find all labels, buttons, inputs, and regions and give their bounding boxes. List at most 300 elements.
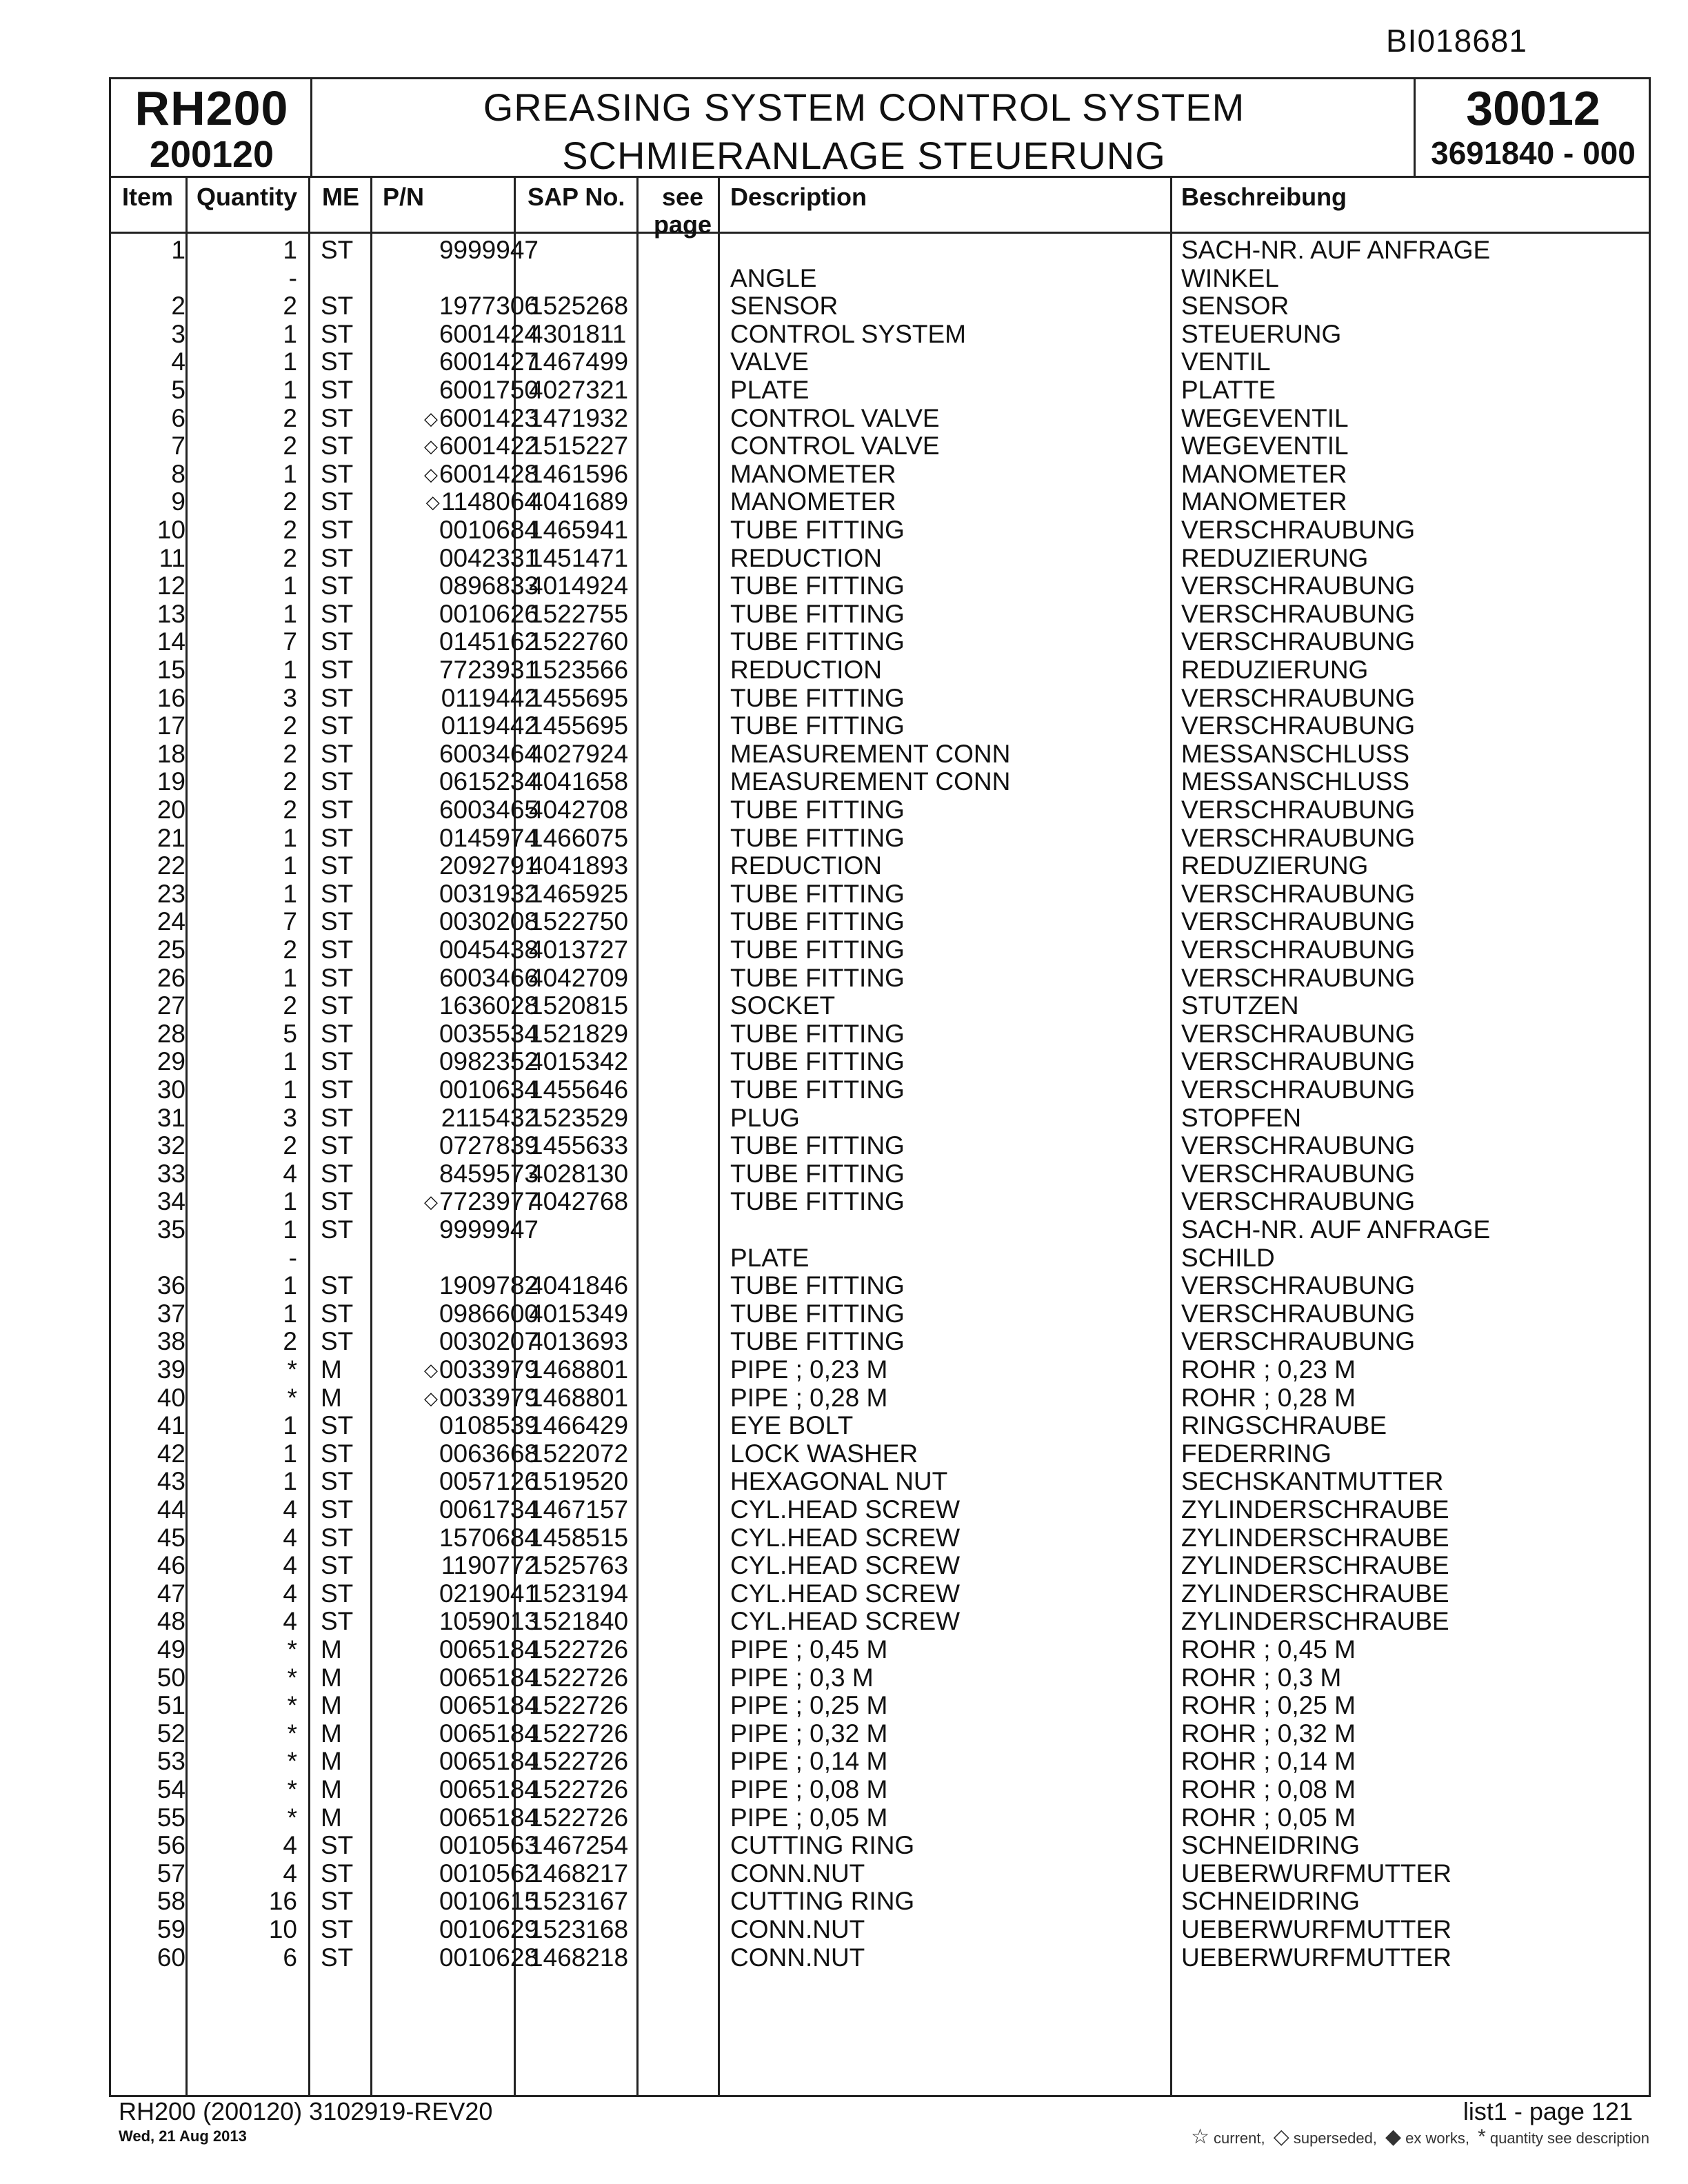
me-cell: ST <box>321 1047 354 1076</box>
item-cell: 33 <box>157 1159 185 1188</box>
table-row <box>111 852 1649 880</box>
table-row <box>111 488 1649 516</box>
sap-number-cell: 1455695 <box>529 683 629 712</box>
beschreibung-cell: ROHR ; 0,14 M <box>1181 1747 1356 1776</box>
part-number-cell: 6001750 <box>439 376 539 404</box>
table-row <box>111 1384 1649 1413</box>
beschreibung-cell: VERSCHRAUBUNG <box>1181 1271 1416 1300</box>
table-row <box>111 1048 1649 1076</box>
quantity-cell: 1 <box>283 347 297 376</box>
part-number-cell: 0119442 <box>441 711 539 740</box>
sap-number-cell: 1466075 <box>529 823 629 852</box>
description-cell: MANOMETER <box>730 459 896 488</box>
me-cell: ST <box>321 1215 354 1244</box>
beschreibung-cell: SCHILD <box>1181 1243 1275 1272</box>
part-number-cell: 0035534 <box>439 1019 539 1048</box>
sap-number-cell: 4028130 <box>529 1159 629 1188</box>
part-number-cell: 1059013 <box>439 1607 539 1636</box>
sap-number-cell: 1455633 <box>529 1131 629 1160</box>
description-cell: TUBE FITTING <box>730 907 905 936</box>
table-row <box>111 768 1649 796</box>
item-cell: 7 <box>171 432 185 461</box>
description-cell: TUBE FITTING <box>730 796 905 824</box>
description-cell: CONN.NUT <box>730 1915 865 1943</box>
quantity-cell: - <box>288 1243 297 1272</box>
me-cell: ST <box>321 1579 354 1608</box>
me-cell: ST <box>321 1915 354 1943</box>
part-number-cell: 0010628 <box>439 1943 539 1972</box>
item-cell: 1 <box>171 236 185 264</box>
footer-page-number: list1 - page 121 <box>1463 2097 1633 2125</box>
sap-number-cell: 1522726 <box>529 1635 629 1664</box>
serial-number: 200120 <box>149 134 274 175</box>
part-number-cell: 9999947 <box>439 236 539 264</box>
beschreibung-cell: ZYLINDERSCHRAUBE <box>1181 1551 1449 1580</box>
sap-number-cell: 1468801 <box>529 1383 629 1412</box>
sap-number-cell: 1522726 <box>529 1803 629 1832</box>
quantity-cell: 5 <box>283 1019 297 1048</box>
description-cell: TUBE FITTING <box>730 823 905 852</box>
me-cell: ST <box>321 376 354 404</box>
sap-number-cell: 1465941 <box>529 516 629 544</box>
me-cell: ST <box>321 683 354 712</box>
header-group-cell <box>1416 79 1651 176</box>
beschreibung-cell: VERSCHRAUBUNG <box>1181 907 1416 936</box>
description-cell: TUBE FITTING <box>730 683 905 712</box>
part-number-cell: 0145162 <box>439 627 539 656</box>
item-cell: 12 <box>157 572 185 600</box>
part-number-cell: 0010615 <box>439 1887 539 1916</box>
header-model-cell <box>111 79 312 176</box>
beschreibung-cell: STOPFEN <box>1181 1103 1302 1132</box>
part-number-cell: 0061734 <box>439 1495 539 1524</box>
quantity-cell: 2 <box>283 991 297 1020</box>
beschreibung-cell: VERSCHRAUBUNG <box>1181 936 1416 964</box>
table-row <box>111 880 1649 909</box>
table-row <box>111 1356 1649 1384</box>
me-cell: ST <box>321 1411 354 1440</box>
table-row <box>111 1888 1649 1916</box>
me-cell: ST <box>321 487 354 516</box>
part-number-cell <box>426 488 539 516</box>
quantity-cell: 2 <box>283 543 297 572</box>
beschreibung-cell: VERSCHRAUBUNG <box>1181 1327 1416 1356</box>
description-cell: REDUCTION <box>730 656 882 684</box>
me-cell: ST <box>321 1887 354 1916</box>
table-row <box>111 265 1649 293</box>
beschreibung-cell: ROHR ; 0,25 M <box>1181 1691 1356 1720</box>
table-row <box>111 1216 1649 1244</box>
item-cell: 18 <box>157 739 185 768</box>
part-number-cell: 2115432 <box>441 1103 539 1132</box>
superseded-diamond-icon: ◇ <box>423 1359 438 1380</box>
quantity-cell: 4 <box>283 1523 297 1552</box>
part-number-cell: 0010684 <box>439 516 539 544</box>
quantity-cell: 4 <box>283 1579 297 1608</box>
part-number-cell: 0010629 <box>439 1915 539 1943</box>
me-cell: ST <box>321 739 354 768</box>
item-cell: 13 <box>157 599 185 628</box>
me-cell: ST <box>321 292 354 321</box>
quantity-cell: 4 <box>283 1551 297 1580</box>
description-cell: TUBE FITTING <box>730 936 905 964</box>
me-cell: ST <box>321 936 354 964</box>
item-cell: 6 <box>171 403 185 432</box>
item-cell: 51 <box>157 1691 185 1720</box>
part-number-cell: 0031932 <box>439 879 539 908</box>
item-cell: 39 <box>157 1355 185 1384</box>
description-cell: TUBE FITTING <box>730 1159 905 1188</box>
me-cell: ST <box>321 711 354 740</box>
item-cell: 16 <box>157 683 185 712</box>
table-row <box>111 545 1649 573</box>
quantity-cell: 1 <box>283 656 297 684</box>
item-cell: 42 <box>157 1439 185 1468</box>
me-cell: M <box>321 1663 342 1692</box>
sap-number-cell: 1522726 <box>529 1691 629 1720</box>
item-cell: 19 <box>157 767 185 796</box>
me-cell: ST <box>321 599 354 628</box>
part-number-cell: 6003465 <box>439 796 539 824</box>
description-cell: TUBE FITTING <box>730 1019 905 1048</box>
description-cell: TUBE FITTING <box>730 1327 905 1356</box>
sap-number-cell: 1451471 <box>529 543 629 572</box>
me-cell: M <box>321 1691 342 1720</box>
sap-number-cell: 1523566 <box>529 656 629 684</box>
description-cell: CYL.HEAD SCREW <box>730 1523 961 1552</box>
item-cell: 28 <box>157 1019 185 1048</box>
me-cell: ST <box>321 403 354 432</box>
beschreibung-cell: SENSOR <box>1181 292 1289 321</box>
beschreibung-cell: VERSCHRAUBUNG <box>1181 1299 1416 1328</box>
table-row <box>111 1160 1649 1189</box>
asterisk-icon: * <box>1478 2125 1486 2148</box>
beschreibung-cell: SCHNEIDRING <box>1181 1831 1360 1860</box>
me-cell: ST <box>321 991 354 1020</box>
sap-number-cell: 4041658 <box>529 767 629 796</box>
part-number-cell: 0030208 <box>439 907 539 936</box>
description-cell: TUBE FITTING <box>730 1131 905 1160</box>
description-cell: CYL.HEAD SCREW <box>730 1551 961 1580</box>
description-cell: PIPE ; 0,08 M <box>730 1775 888 1803</box>
column-beschreibung: Beschreibung <box>1181 183 1347 211</box>
item-cell: 5 <box>171 376 185 404</box>
beschreibung-cell: SECHSKANTMUTTER <box>1181 1467 1444 1496</box>
beschreibung-cell: ROHR ; 0,23 M <box>1181 1355 1356 1384</box>
title-english: GREASING SYSTEM CONTROL SYSTEM <box>483 85 1245 129</box>
beschreibung-cell: REDUZIERUNG <box>1181 851 1369 880</box>
table-row <box>111 376 1649 405</box>
legend-quantity: quantity see description <box>1489 2130 1649 2147</box>
me-cell: ST <box>321 1607 354 1636</box>
quantity-cell: * <box>287 1747 297 1776</box>
description-cell: PLATE <box>730 1243 810 1272</box>
beschreibung-cell: MESSANSCHLUSS <box>1181 767 1410 796</box>
part-number-cell <box>424 1384 539 1413</box>
description-cell: CONN.NUT <box>730 1859 865 1888</box>
part-number-cell: 0065184 <box>439 1691 539 1720</box>
document-reference: BI018681 <box>1386 23 1527 59</box>
beschreibung-cell: ROHR ; 0,45 M <box>1181 1635 1356 1664</box>
sap-number-cell: 1458515 <box>529 1523 629 1552</box>
description-cell: PIPE ; 0,25 M <box>730 1691 888 1720</box>
me-cell: ST <box>321 1495 354 1524</box>
table-row <box>111 1524 1649 1553</box>
item-cell: 58 <box>157 1887 185 1916</box>
description-cell: TUBE FITTING <box>730 1047 905 1076</box>
item-cell: 41 <box>157 1411 185 1440</box>
me-cell: ST <box>321 656 354 684</box>
beschreibung-cell: REDUZIERUNG <box>1181 543 1369 572</box>
description-cell: CONN.NUT <box>730 1943 865 1972</box>
table-row <box>111 992 1649 1020</box>
quantity-cell: * <box>287 1355 297 1384</box>
sap-number-cell: 4015342 <box>529 1047 629 1076</box>
item-cell: 29 <box>157 1047 185 1076</box>
table-row <box>111 1608 1649 1636</box>
sap-number-cell: 4013693 <box>529 1327 629 1356</box>
beschreibung-cell: STUTZEN <box>1181 991 1299 1020</box>
column-pn: P/N <box>383 183 425 211</box>
item-cell: 27 <box>157 991 185 1020</box>
table-row <box>111 1664 1649 1692</box>
item-cell: 47 <box>157 1579 185 1608</box>
diamond-filled-icon: ◆ <box>1385 2125 1402 2148</box>
beschreibung-cell: VERSCHRAUBUNG <box>1181 823 1416 852</box>
table-row <box>111 292 1649 321</box>
item-cell: 25 <box>157 936 185 964</box>
me-cell: ST <box>321 347 354 376</box>
description-cell: CONTROL SYSTEM <box>730 319 966 348</box>
sap-number-cell: 1522726 <box>529 1719 629 1748</box>
me-cell: ST <box>321 823 354 852</box>
sap-number-cell: 1455695 <box>529 711 629 740</box>
item-cell: 9 <box>171 487 185 516</box>
table-row <box>111 321 1649 349</box>
part-number-cell: 0119442 <box>441 683 539 712</box>
quantity-cell: * <box>287 1383 297 1412</box>
beschreibung-cell: VERSCHRAUBUNG <box>1181 963 1416 992</box>
beschreibung-cell: STEUERUNG <box>1181 319 1342 348</box>
header-title-cell <box>312 79 1416 176</box>
sap-number-cell: 4013727 <box>529 936 629 964</box>
sap-number-cell: 1523167 <box>529 1887 629 1916</box>
me-cell: ST <box>321 767 354 796</box>
item-cell: 52 <box>157 1719 185 1748</box>
quantity-cell: * <box>287 1719 297 1748</box>
table-row <box>111 1916 1649 1944</box>
beschreibung-cell: VERSCHRAUBUNG <box>1181 683 1416 712</box>
table-row <box>111 348 1649 376</box>
table-row <box>111 964 1649 993</box>
quantity-cell: * <box>287 1663 297 1692</box>
quantity-cell: 1 <box>283 823 297 852</box>
beschreibung-cell: UEBERWURFMUTTER <box>1181 1859 1451 1888</box>
part-number-cell: 0010626 <box>439 599 539 628</box>
description-cell: PIPE ; 0,05 M <box>730 1803 888 1832</box>
item-cell: 15 <box>157 656 185 684</box>
beschreibung-cell: REDUZIERUNG <box>1181 656 1369 684</box>
table-row <box>111 908 1649 936</box>
beschreibung-cell: ROHR ; 0,08 M <box>1181 1775 1356 1803</box>
part-number-text: 6001423 <box>439 403 539 432</box>
beschreibung-cell: UEBERWURFMUTTER <box>1181 1915 1451 1943</box>
description-cell: PIPE ; 0,14 M <box>730 1747 888 1776</box>
description-cell: CYL.HEAD SCREW <box>730 1495 961 1524</box>
me-cell: ST <box>321 1327 354 1356</box>
sap-number-cell: 1525268 <box>529 292 629 321</box>
me-cell: ST <box>321 1439 354 1468</box>
description-cell: PIPE ; 0,23 M <box>730 1355 888 1384</box>
part-number-cell: 0063668 <box>439 1439 539 1468</box>
superseded-diamond-icon: ◇ <box>425 492 440 513</box>
beschreibung-cell: MANOMETER <box>1181 487 1347 516</box>
part-number-cell: 1570684 <box>439 1523 539 1552</box>
description-cell: MEASUREMENT CONN <box>730 767 1011 796</box>
quantity-cell: 1 <box>283 1047 297 1076</box>
description-cell: CUTTING RING <box>730 1831 915 1860</box>
description-cell: TUBE FITTING <box>730 879 905 908</box>
description-cell: PIPE ; 0,45 M <box>730 1635 888 1664</box>
part-number-text: 6001422 <box>439 432 539 461</box>
quantity-cell: 4 <box>283 1495 297 1524</box>
legend-current: current, <box>1214 2130 1265 2147</box>
description-cell: TUBE FITTING <box>730 1299 905 1328</box>
me-cell: ST <box>321 543 354 572</box>
part-number-text: 1148064 <box>441 487 539 516</box>
table-row <box>111 1244 1649 1273</box>
quantity-cell: 4 <box>283 1607 297 1636</box>
quantity-cell: 1 <box>283 879 297 908</box>
beschreibung-cell: VERSCHRAUBUNG <box>1181 711 1416 740</box>
part-number-cell: 6001427 <box>439 347 539 376</box>
quantity-cell: 2 <box>283 739 297 768</box>
title-german: SCHMIERANLAGE STEUERUNG <box>562 134 1166 177</box>
sap-number-cell: 4014924 <box>529 572 629 600</box>
superseded-diamond-icon: ◇ <box>423 1387 438 1408</box>
table-row <box>111 572 1649 600</box>
me-cell: ST <box>321 907 354 936</box>
quantity-cell: 4 <box>283 1859 297 1888</box>
me-cell: ST <box>321 1271 354 1300</box>
description-cell: SENSOR <box>730 292 838 321</box>
item-cell: 46 <box>157 1551 185 1580</box>
part-number-cell: 1190772 <box>441 1551 539 1580</box>
me-cell: M <box>321 1747 342 1776</box>
quantity-cell: 1 <box>283 572 297 600</box>
description-cell: TUBE FITTING <box>730 516 905 544</box>
description-cell: CUTTING RING <box>730 1887 915 1916</box>
description-cell: TUBE FITTING <box>730 711 905 740</box>
item-cell: 31 <box>157 1103 185 1132</box>
parts-list-sheet <box>109 77 1651 2097</box>
quantity-cell: 7 <box>283 907 297 936</box>
sap-number-cell: 1467254 <box>529 1831 629 1860</box>
part-number-cell: 0065184 <box>439 1747 539 1776</box>
description-cell: HEXAGONAL NUT <box>730 1467 948 1496</box>
item-cell: 11 <box>159 543 185 572</box>
part-number-cell: 0896833 <box>439 572 539 600</box>
quantity-cell: 1 <box>283 599 297 628</box>
superseded-diamond-icon: ◇ <box>423 1191 438 1213</box>
beschreibung-cell: SCHNEIDRING <box>1181 1887 1360 1916</box>
quantity-cell: 3 <box>283 1103 297 1132</box>
description-cell: CONTROL VALVE <box>730 403 940 432</box>
part-number-cell: 6003466 <box>439 963 539 992</box>
me-cell: ST <box>321 1159 354 1188</box>
quantity-cell: * <box>287 1803 297 1832</box>
part-number-cell: 6003464 <box>439 739 539 768</box>
part-number-cell: 0010563 <box>439 1831 539 1860</box>
sap-number-cell: 4041893 <box>529 851 629 880</box>
beschreibung-cell: VERSCHRAUBUNG <box>1181 796 1416 824</box>
beschreibung-cell: FEDERRING <box>1181 1439 1332 1468</box>
sap-number-cell: 1468218 <box>529 1943 629 1972</box>
table-row <box>111 936 1649 964</box>
beschreibung-cell: VERSCHRAUBUNG <box>1181 627 1416 656</box>
part-number-cell: 0219041 <box>439 1579 539 1608</box>
me-cell: ST <box>321 796 354 824</box>
sap-number-cell: 1467499 <box>529 347 629 376</box>
part-number-cell: 8459573 <box>439 1159 539 1188</box>
symbol-legend <box>1187 2125 1649 2149</box>
me-cell: ST <box>321 516 354 544</box>
quantity-cell: 2 <box>283 292 297 321</box>
part-number-cell: 0065184 <box>439 1775 539 1803</box>
table-row <box>111 1496 1649 1524</box>
table-row <box>111 656 1649 685</box>
description-cell: CONTROL VALVE <box>730 432 940 461</box>
quantity-cell: 2 <box>283 1327 297 1356</box>
description-cell: REDUCTION <box>730 851 882 880</box>
me-cell: ST <box>321 236 354 264</box>
table-row <box>111 1188 1649 1216</box>
sap-number-cell: 4301811 <box>529 319 627 348</box>
item-cell: 36 <box>157 1271 185 1300</box>
part-number-cell: 0010562 <box>439 1859 539 1888</box>
table-row <box>111 461 1649 489</box>
part-number-cell: 1909782 <box>439 1271 539 1300</box>
footer-model-line: RH200 (200120) 3102919-REV20 <box>119 2097 493 2125</box>
table-row <box>111 825 1649 853</box>
quantity-cell: 1 <box>283 851 297 880</box>
sap-number-cell: 1467157 <box>529 1495 629 1524</box>
part-number-cell: 0108539 <box>439 1411 539 1440</box>
beschreibung-cell: ROHR ; 0,28 M <box>1181 1383 1356 1412</box>
part-number-cell: 6001424 <box>439 319 539 348</box>
part-number-cell: 0042331 <box>439 543 539 572</box>
sap-number-cell: 1519520 <box>529 1467 629 1496</box>
item-cell: 59 <box>157 1915 185 1943</box>
table-row <box>111 1300 1649 1328</box>
part-number-text: 7723977 <box>439 1187 539 1216</box>
table-row <box>111 1748 1649 1776</box>
beschreibung-cell: VERSCHRAUBUNG <box>1181 1131 1416 1160</box>
part-number-cell: 0057126 <box>439 1467 539 1496</box>
sap-number-cell: 1522750 <box>529 907 629 936</box>
sap-number-cell: 4042708 <box>529 796 629 824</box>
quantity-cell: 2 <box>283 1131 297 1160</box>
description-cell: PIPE ; 0,28 M <box>730 1383 888 1412</box>
item-cell: 37 <box>157 1299 185 1328</box>
me-cell: ST <box>321 1019 354 1048</box>
beschreibung-cell: PLATTE <box>1181 376 1276 404</box>
table-row <box>111 432 1649 461</box>
sap-number-cell: 1461596 <box>529 459 629 488</box>
table-row <box>111 685 1649 713</box>
sap-number-cell: 1523194 <box>529 1579 629 1608</box>
part-number-cell: 0065184 <box>439 1803 539 1832</box>
